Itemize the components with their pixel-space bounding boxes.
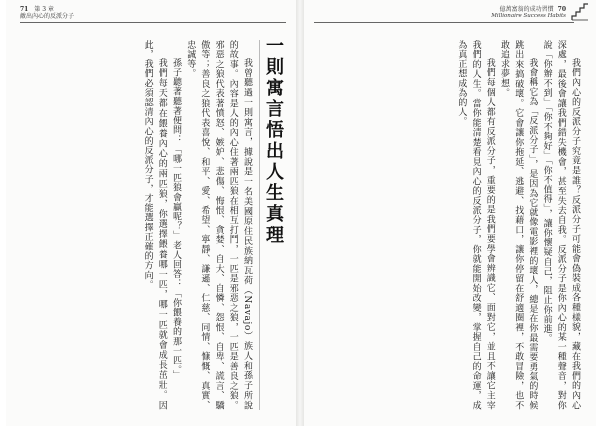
right-running-head — [491, 6, 566, 20]
book-title-english: Millionaire Success Habits — [491, 13, 566, 19]
left-page-number: 71 — [20, 6, 29, 13]
right-page-number: 70 — [557, 6, 566, 13]
paragraph: 我曾聽過一則寓言，據說是一名美國原住民族納瓦荷（Navajo）族人和孫子所說的故事。內容是人的內心住著兩匹狼在相互打鬥，一匹是邪惡之狼，一匹是善良之狼。邪惡之狼代表著憤怒、嫉妒、悲傷、悔恨、貪婪、自大、自憐、怨恨、自卑、謊言、驕傲等；善良之狼代表喜悅、和平、愛、希望、寧靜、謙遜、仁慈、同情、慷慨、真實、忠誠等。 — [185, 40, 252, 410]
title-divider — [259, 40, 260, 410]
section-title: 一則寓言悟出人生真理 — [263, 36, 284, 246]
chapter-title: 敵出內心的反派分子 — [20, 13, 75, 20]
chapter-label: 第 3 章 — [34, 6, 54, 13]
paragraph: 我會稱它為「反派分子」，是因為它就像電影裡的壞人，總是在你最需要勇氣的時候跳出來搞破壞。它會讓你拖延、逃避、找藉口，讓你停留在舒適圈裡，不敢冒險，也不敢追求夢想。 — [498, 40, 538, 410]
staircase-logo-icon — [570, 2, 590, 22]
paragraph: 孫子聽著聽著便問：「哪一匹狼會贏呢？」老人回答：「你餵養的那一匹。」 — [170, 58, 181, 380]
left-header-rule — [20, 22, 286, 23]
right-body-text — [330, 40, 582, 410]
paragraph: 我們每天都在餵養內心的兩匹狼，你選擇餵養哪一匹，哪一匹就會成長茁壯。因此，我們必須認清內心的反派分子，才能選擇正確的方向。 — [142, 40, 167, 410]
book-title: 億萬富翁的成功習慣 — [499, 6, 554, 13]
left-page — [6, 0, 296, 426]
right-page — [304, 0, 596, 426]
left-body-text — [22, 40, 254, 410]
left-running-head — [20, 6, 74, 20]
book-gutter — [296, 0, 304, 426]
paragraph: 我們內心的反派分子究竟是誰？反派分子可能會偽裝成各種樣貌，藏在我們的內心深處，最後會讓我們錯失機會，甚至失去自我。反派分子是你內心的某一種聲音，對你說「你辦不到」「你不夠好」「你不值得」，讓你懷疑自己，阻止你前進。 — [541, 40, 580, 410]
right-header-rule — [314, 22, 574, 23]
paragraph: 我們每個人都有反派分子，重要的是我們要學會辨識它、面對它，並且不讓它主宰我們的人生。當你能清楚看見內心的反派分子，你就能開始改變，掌握自己的命運，成為真正想成為的人。 — [456, 40, 495, 410]
